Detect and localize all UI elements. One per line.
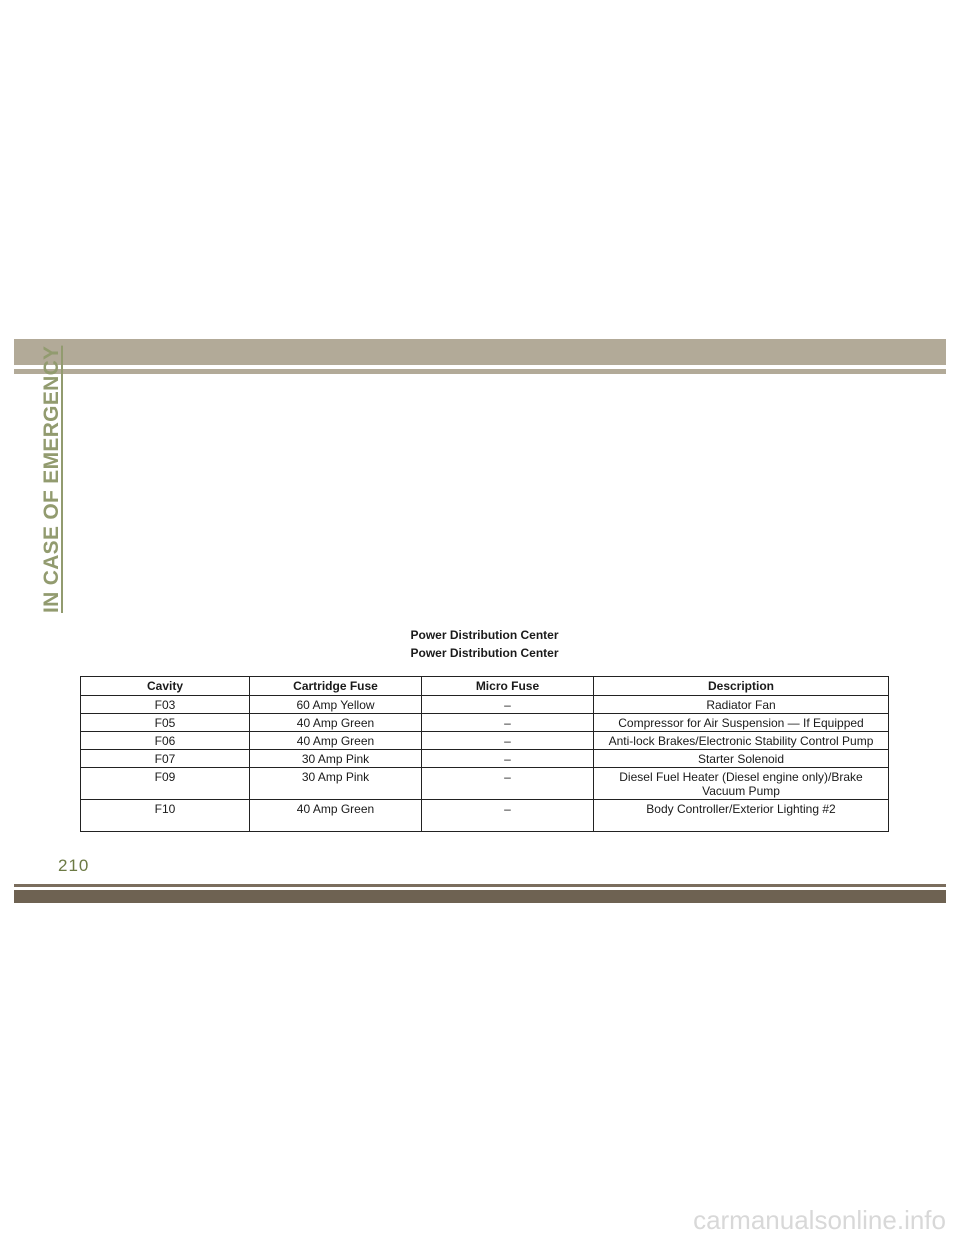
table-row — [81, 696, 889, 714]
table-row — [81, 714, 889, 732]
cell-micro-fuse: – — [422, 768, 594, 800]
cell-micro-fuse: – — [422, 696, 594, 714]
fuse-table — [80, 676, 889, 832]
footer-band — [14, 890, 946, 903]
cell-description: Anti-lock Brakes/Electronic Stability Control Pump — [594, 732, 889, 750]
cell-cavity: F10 — [81, 800, 250, 832]
header-description: Description — [594, 677, 889, 696]
cell-description: Body Controller/Exterior Lighting #2 — [594, 800, 889, 832]
table-row — [81, 732, 889, 750]
table-row — [81, 750, 889, 768]
cell-description: Compressor for Air Suspension — If Equipped — [594, 714, 889, 732]
cell-micro-fuse: – — [422, 714, 594, 732]
section-label: IN CASE OF EMERGENCY — [40, 345, 63, 613]
cell-description: Diesel Fuel Heater (Diesel engine only)/Brake Vacuum Pump — [594, 768, 889, 800]
cell-cavity: F06 — [81, 732, 250, 750]
watermark: carmanualsonline.info — [693, 1205, 946, 1235]
cell-cavity: F05 — [81, 714, 250, 732]
page-number: 210 — [58, 856, 90, 875]
header-band — [14, 339, 946, 365]
cell-description: Radiator Fan — [594, 696, 889, 714]
table-header-row — [81, 677, 889, 696]
cell-cartridge-fuse: 40 Amp Green — [250, 714, 422, 732]
cell-cavity: F09 — [81, 768, 250, 800]
table-title: Power Distribution Center — [410, 628, 559, 642]
cell-micro-fuse: – — [422, 750, 594, 768]
header-band-rule — [14, 369, 946, 374]
header-cavity: Cavity — [81, 677, 250, 696]
footer-band-rule — [14, 884, 946, 887]
cell-description: Starter Solenoid — [594, 750, 889, 768]
cell-cavity: F03 — [81, 696, 250, 714]
table-row — [81, 800, 889, 832]
cell-cartridge-fuse: 40 Amp Green — [250, 800, 422, 832]
cell-cartridge-fuse: 30 Amp Pink — [250, 768, 422, 800]
cell-cavity: F07 — [81, 750, 250, 768]
cell-micro-fuse: – — [422, 800, 594, 832]
header-micro-fuse: Micro Fuse — [422, 677, 594, 696]
cell-cartridge-fuse: 30 Amp Pink — [250, 750, 422, 768]
header-cartridge-fuse: Cartridge Fuse — [250, 677, 422, 696]
cell-cartridge-fuse: 40 Amp Green — [250, 732, 422, 750]
table-row — [81, 768, 889, 800]
cell-micro-fuse: – — [422, 732, 594, 750]
table-subtitle: Power Distribution Center — [410, 646, 559, 660]
cell-cartridge-fuse: 60 Amp Yellow — [250, 696, 422, 714]
